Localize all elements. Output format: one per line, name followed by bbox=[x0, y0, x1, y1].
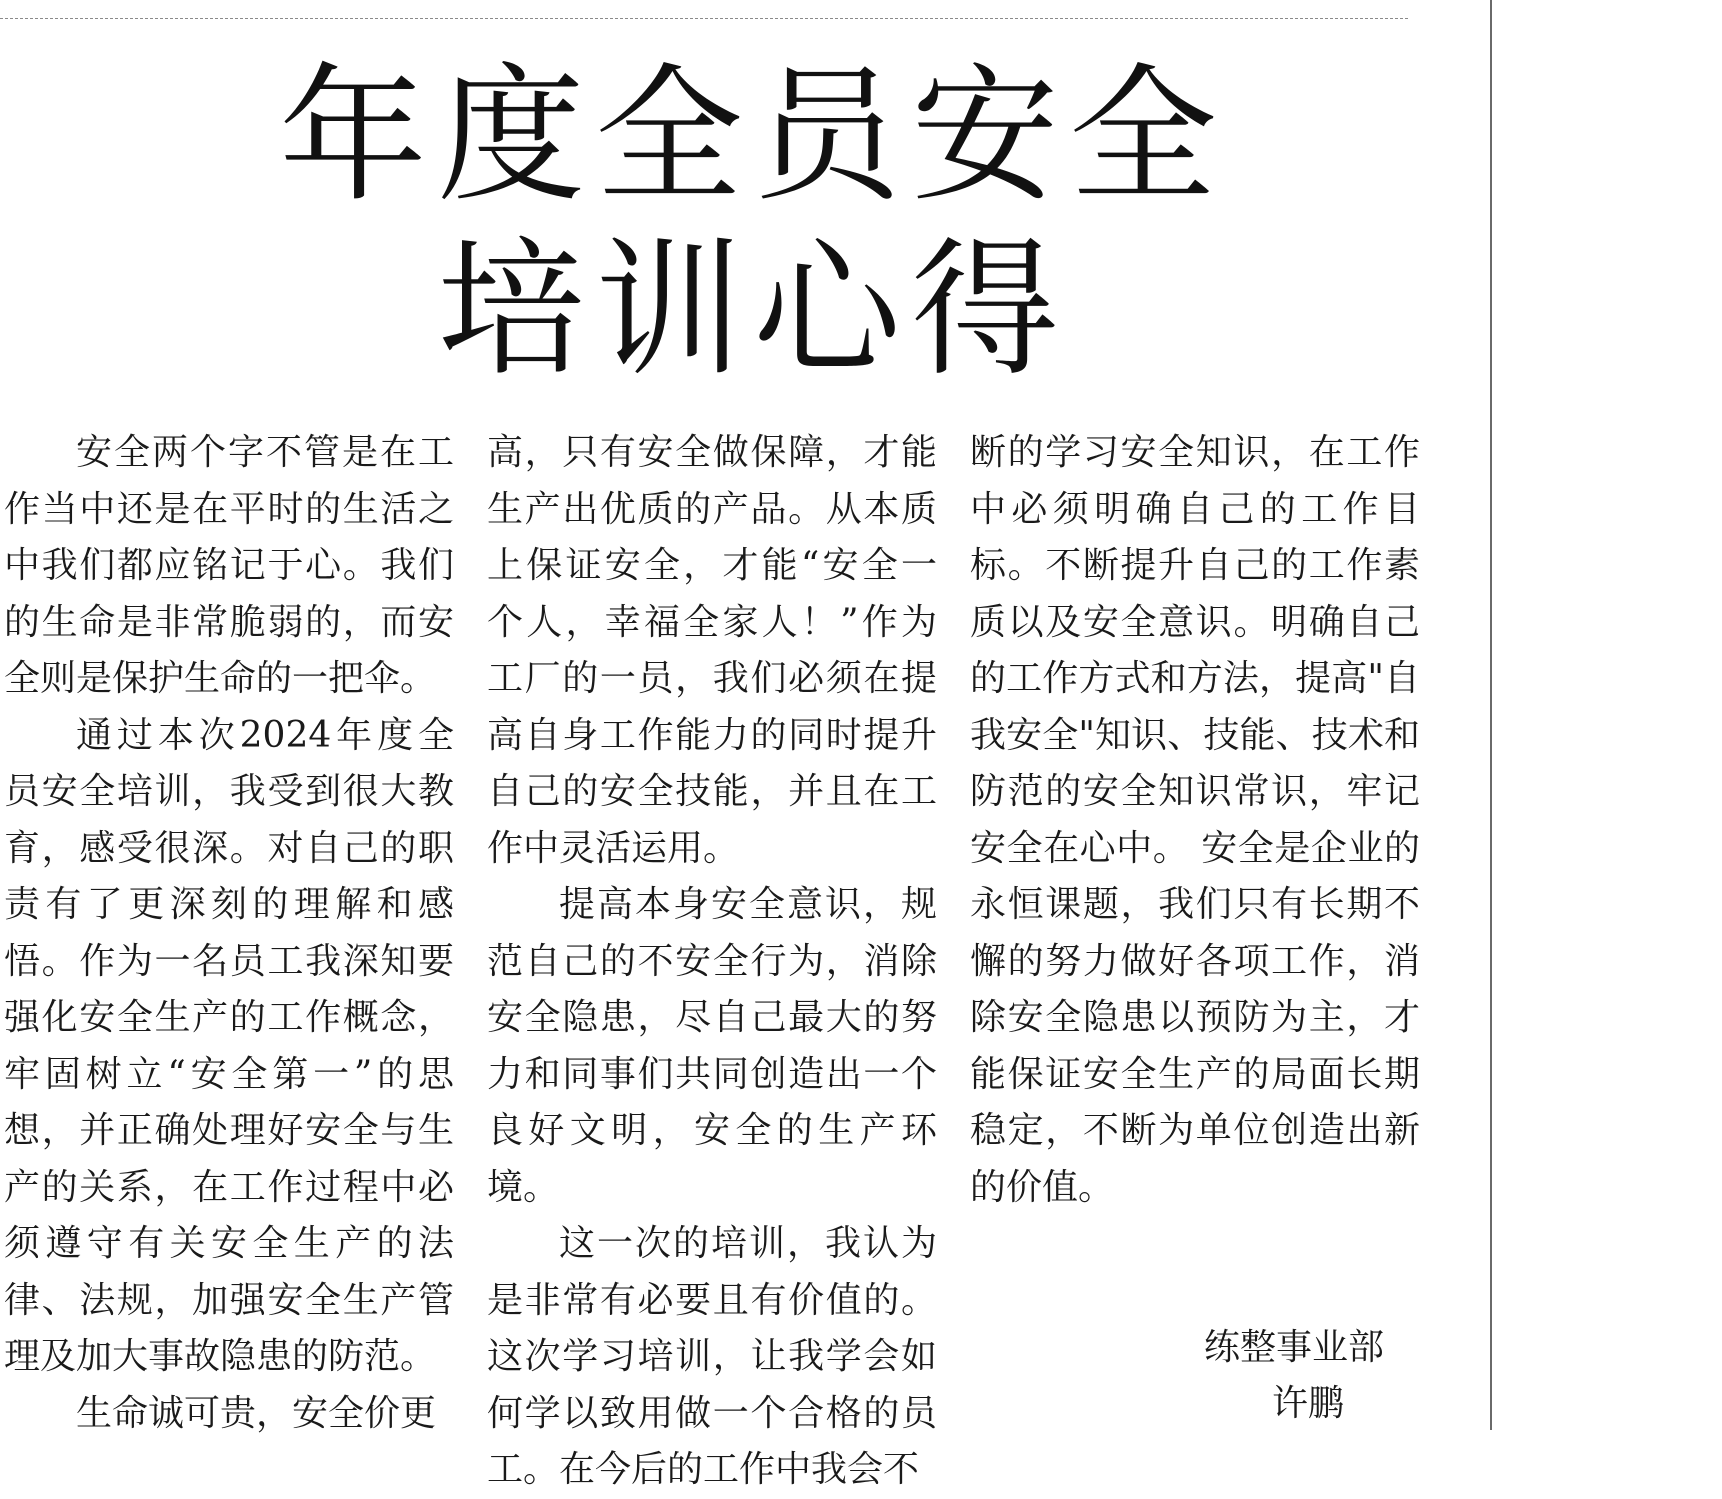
article-column-2 bbox=[487, 425, 937, 1499]
paragraph-3-continued: 高，只有安全做保障，才能生产出优质的产品。从本质上保证安全，才能“安全一个人，幸福全家人！”作为工厂的一员，我们必须在提高自身工作能力的同时提升自己的安全技能，并且在工作中灵活运用。 bbox=[487, 432, 937, 869]
top-dashed-rule bbox=[0, 18, 1408, 19]
paragraph-5-continued: 断的学习安全知识，在工作中必须明确自己的工作目标。不断提升自己的工作素质以及安全意识。明确自己的工作方式和方法，提高"自我安全"知识、技能、技术和防范的安全知识常识，牢记安全在心中。 安全是企业的永恒课题，我们只有长期不懈的努力做好各项工作，消除安全隐患以预防为主，才能保证安全生产的局面长期稳定，不断为单位创造出新的价值。 bbox=[970, 432, 1420, 1208]
paragraph-1: 安全两个字不管是在工作当中还是在平时的生活之中我们都应铭记于心。我们的生命是非常脆弱的，而安全则是保护生命的一把伞。 bbox=[4, 432, 454, 699]
article-title-line-1: 年度全员安全 bbox=[279, 50, 1227, 222]
article-column-1 bbox=[4, 425, 454, 1442]
article-title-line-2: 培训心得 bbox=[437, 224, 1069, 396]
paragraph-3-start: 生命诚可贵，安全价更 bbox=[76, 1392, 437, 1434]
article-column-3 bbox=[970, 425, 1420, 1216]
paragraph-5-start: 这一次的培训，我认为是非常有必要且有价值的。这次学习培训，让我学会如何学以致用做一个合格的员工。在今后的工作中我会不 bbox=[487, 1223, 937, 1490]
author-department: 练整事业部 bbox=[1204, 1327, 1385, 1368]
paragraph-2: 通过本次2024年度全员安全培训，我受到很大教育，感受很深。对自己的职责有了更深刻的理解和感悟。作为一名员工我深知要强化安全生产的工作概念，牢固树立“安全第一”的思想，并正确处理好安全与生产的关系，在工作过程中必须遵守有关安全生产的法律、法规，加强安全生产管理及加大事故隐患的防范。 bbox=[4, 714, 454, 1377]
paragraph-4: 提高本身安全意识，规范自己的不安全行为，消除安全隐患，尽自己最大的努力和同事们共同创造出一个良好文明，安全的生产环境。 bbox=[487, 884, 937, 1208]
author-name: 许鹏 bbox=[1272, 1383, 1345, 1424]
